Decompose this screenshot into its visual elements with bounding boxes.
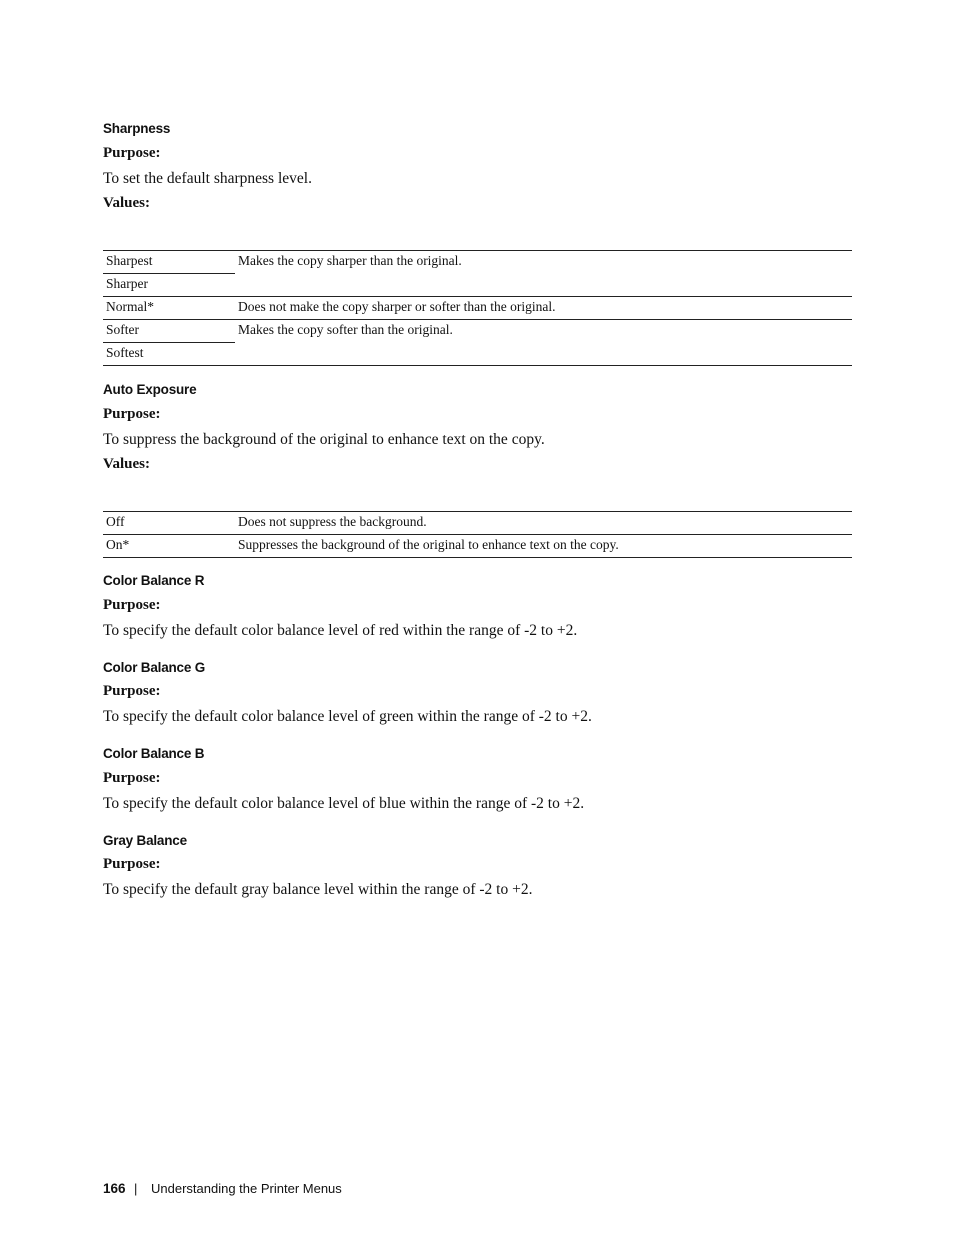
purpose-label: Purpose: xyxy=(103,856,161,872)
section-heading-color-balance-g: Color Balance G xyxy=(103,660,206,675)
table-row xyxy=(103,251,852,274)
sharpness-values-table xyxy=(103,250,852,366)
table-row xyxy=(103,297,852,320)
purpose-text: To suppress the background of the original to enhance text on the copy. xyxy=(103,431,545,448)
table-row xyxy=(103,274,852,297)
purpose-text: To specify the default color balance level of blue within the range of -2 to +2. xyxy=(103,795,585,812)
purpose-label: Purpose: xyxy=(103,683,161,699)
section-heading-color-balance-r: Color Balance R xyxy=(103,573,205,588)
purpose-text: To set the default sharpness level. xyxy=(103,170,312,187)
purpose-text: To specify the default color balance level of green within the range of -2 to +2. xyxy=(103,708,592,725)
value-cell: Normal* xyxy=(103,297,235,320)
description-cell: Does not make the copy sharper or softer than the original. xyxy=(235,297,852,320)
table-row xyxy=(103,320,852,343)
purpose-text: To specify the default color balance level of red within the range of -2 to +2. xyxy=(103,622,578,639)
value-cell: Softer xyxy=(103,320,235,343)
value-cell: Softest xyxy=(106,345,144,360)
section-heading-color-balance-b: Color Balance B xyxy=(103,746,205,761)
values-label: Values: xyxy=(103,195,150,211)
description-cell xyxy=(235,343,852,366)
section-heading-auto-exposure: Auto Exposure xyxy=(103,382,197,397)
description-cell: Makes the copy sharper than the original. xyxy=(238,253,462,268)
purpose-label: Purpose: xyxy=(103,597,161,613)
section-heading-sharpness: Sharpness xyxy=(103,121,171,136)
value-cell: Sharpest xyxy=(103,251,235,274)
footer-separator: | xyxy=(134,1181,138,1196)
purpose-label: Purpose: xyxy=(103,406,161,422)
purpose-label: Purpose: xyxy=(103,145,161,161)
description-cell: Suppresses the background of the original to enhance text on the copy. xyxy=(238,537,619,552)
description-cell xyxy=(235,274,852,297)
table-row xyxy=(103,343,852,366)
section-heading-gray-balance: Gray Balance xyxy=(103,833,187,848)
value-cell: Sharper xyxy=(103,274,235,297)
table-row xyxy=(103,535,852,558)
value-cell: Off xyxy=(103,512,235,535)
value-cell: On* xyxy=(106,537,130,552)
auto-exposure-values-table xyxy=(103,511,852,558)
purpose-text: To specify the default gray balance level within the range of -2 to +2. xyxy=(103,881,533,898)
values-label: Values: xyxy=(103,456,150,472)
purpose-label: Purpose: xyxy=(103,770,161,786)
footer-title: Understanding the Printer Menus xyxy=(151,1181,342,1196)
page-number: 166 xyxy=(103,1181,126,1196)
description-cell: Does not suppress the background. xyxy=(235,512,852,535)
description-cell: Makes the copy softer than the original. xyxy=(238,322,453,337)
table-row xyxy=(103,512,852,535)
